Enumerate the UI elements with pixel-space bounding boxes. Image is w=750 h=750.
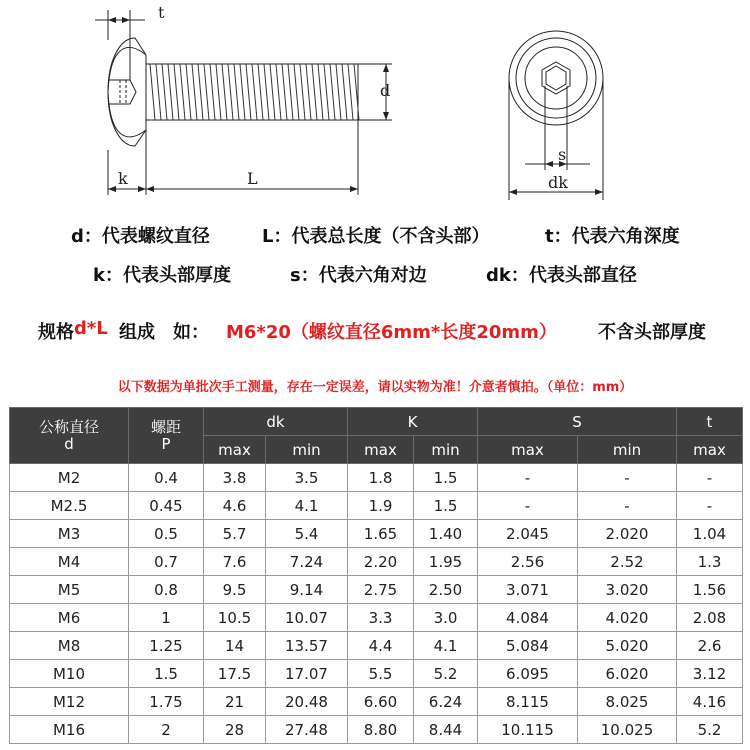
table-cell: M4 bbox=[10, 548, 129, 576]
header-k-max: max bbox=[348, 436, 414, 464]
table-cell: 1.04 bbox=[677, 520, 743, 548]
table-cell: 2 bbox=[129, 716, 204, 744]
header-pitch bbox=[129, 408, 204, 464]
header-t-max: max bbox=[677, 436, 743, 464]
header-t: t bbox=[677, 408, 743, 436]
table-row bbox=[10, 492, 743, 520]
table-cell: 9.14 bbox=[266, 576, 348, 604]
table-cell: 3.12 bbox=[677, 660, 743, 688]
table-cell: - bbox=[578, 464, 677, 492]
table-cell: 4.16 bbox=[677, 688, 743, 716]
table-cell: 7.24 bbox=[266, 548, 348, 576]
table-cell: 7.6 bbox=[204, 548, 266, 576]
table-cell: 14 bbox=[204, 632, 266, 660]
header-pitch-symbol: P bbox=[161, 434, 171, 453]
measurement-note: 以下数据为单批次手工测量，存在一定误差，请以实物为准！介意者慎拍。（单位：mm） bbox=[117, 380, 633, 395]
table-row bbox=[10, 660, 743, 688]
spec-mid: 组成 如： bbox=[119, 322, 209, 343]
header-dk-min: min bbox=[266, 436, 348, 464]
table-cell: 3.5 bbox=[266, 464, 348, 492]
table-cell: M2.5 bbox=[10, 492, 129, 520]
table-cell: 6.60 bbox=[348, 688, 414, 716]
table-cell: 0.8 bbox=[129, 576, 204, 604]
table-cell: 1.3 bbox=[677, 548, 743, 576]
legend-L: L：代表总长度（不含头部） bbox=[262, 226, 490, 247]
table-cell: M8 bbox=[10, 632, 129, 660]
table-cell: M12 bbox=[10, 688, 129, 716]
table-cell: - bbox=[677, 464, 743, 492]
header-dk: dk bbox=[204, 408, 348, 436]
table-cell: 4.084 bbox=[478, 604, 578, 632]
table-cell: 0.5 bbox=[129, 520, 204, 548]
table-cell: 17.5 bbox=[204, 660, 266, 688]
table-cell: 1.75 bbox=[129, 688, 204, 716]
table-cell: 28 bbox=[204, 716, 266, 744]
header-nominal-diameter bbox=[10, 408, 129, 464]
table-row bbox=[10, 576, 743, 604]
table-cell: 3.071 bbox=[478, 576, 578, 604]
table-cell: 4.6 bbox=[204, 492, 266, 520]
table-cell: 1.5 bbox=[414, 492, 478, 520]
table-cell: 10.07 bbox=[266, 604, 348, 632]
table-cell: 1.25 bbox=[129, 632, 204, 660]
table-cell: M16 bbox=[10, 716, 129, 744]
table-row bbox=[10, 548, 743, 576]
table-cell: M2 bbox=[10, 464, 129, 492]
table-cell: M5 bbox=[10, 576, 129, 604]
table-cell: 4.1 bbox=[414, 632, 478, 660]
table-cell: 2.52 bbox=[578, 548, 677, 576]
table-cell: 2.08 bbox=[677, 604, 743, 632]
table-cell: 5.5 bbox=[348, 660, 414, 688]
table-cell: 1.5 bbox=[129, 660, 204, 688]
table-cell: 10.025 bbox=[578, 716, 677, 744]
table-row bbox=[10, 520, 743, 548]
legend-k: k：代表头部厚度 bbox=[93, 265, 231, 286]
table-cell: M3 bbox=[10, 520, 129, 548]
table-cell: 10.115 bbox=[478, 716, 578, 744]
table-cell: 0.7 bbox=[129, 548, 204, 576]
table-cell: 2.56 bbox=[478, 548, 578, 576]
table-cell: M10 bbox=[10, 660, 129, 688]
spec-suffix: 不含头部厚度 bbox=[598, 322, 706, 343]
header-s-max: max bbox=[478, 436, 578, 464]
table-cell: M6 bbox=[10, 604, 129, 632]
table-cell: 1.5 bbox=[414, 464, 478, 492]
table-cell: 13.57 bbox=[266, 632, 348, 660]
table-cell: 3.3 bbox=[348, 604, 414, 632]
legend-d: d：代表螺纹直径 bbox=[71, 226, 210, 247]
table-body bbox=[10, 464, 743, 744]
spec-formula: d*L bbox=[74, 318, 108, 339]
table-cell: 4.1 bbox=[266, 492, 348, 520]
header-k: K bbox=[348, 408, 478, 436]
table-cell: 9.5 bbox=[204, 576, 266, 604]
table-cell: 3.0 bbox=[414, 604, 478, 632]
table-cell: 1.65 bbox=[348, 520, 414, 548]
table-row bbox=[10, 716, 743, 744]
label-t: t bbox=[158, 3, 165, 22]
table-row bbox=[10, 464, 743, 492]
header-nominal-symbol: d bbox=[64, 434, 74, 453]
table-cell: 5.084 bbox=[478, 632, 578, 660]
table-cell: 1.9 bbox=[348, 492, 414, 520]
header-k-min: min bbox=[414, 436, 478, 464]
table-cell: - bbox=[677, 492, 743, 520]
table-cell: 20.48 bbox=[266, 688, 348, 716]
table-cell: - bbox=[578, 492, 677, 520]
table-cell: 8.44 bbox=[414, 716, 478, 744]
table-cell: 6.020 bbox=[578, 660, 677, 688]
spec-prefix: 规格 bbox=[38, 322, 74, 343]
header-pitch-label: 螺距 bbox=[150, 417, 181, 436]
table-cell: 27.48 bbox=[266, 716, 348, 744]
table-row bbox=[10, 604, 743, 632]
table-cell: 2.20 bbox=[348, 548, 414, 576]
dimension-table bbox=[9, 407, 743, 744]
table-cell: 5.4 bbox=[266, 520, 348, 548]
label-L: L bbox=[247, 169, 258, 188]
table-cell: 5.020 bbox=[578, 632, 677, 660]
table-cell: 6.24 bbox=[414, 688, 478, 716]
label-dk: dk bbox=[548, 173, 568, 192]
table-cell: 1 bbox=[129, 604, 204, 632]
table-cell: 17.07 bbox=[266, 660, 348, 688]
header-nominal-label: 公称直径 bbox=[38, 417, 99, 436]
legend-t: t：代表六角深度 bbox=[545, 226, 680, 247]
table-cell: 3.8 bbox=[204, 464, 266, 492]
table-cell: 4.020 bbox=[578, 604, 677, 632]
table-cell: 2.75 bbox=[348, 576, 414, 604]
table-cell: - bbox=[478, 464, 578, 492]
table-row bbox=[10, 688, 743, 716]
table-cell: 2.020 bbox=[578, 520, 677, 548]
table-cell: 8.115 bbox=[478, 688, 578, 716]
table-cell: 21 bbox=[204, 688, 266, 716]
table-cell: 1.8 bbox=[348, 464, 414, 492]
header-s: S bbox=[478, 408, 677, 436]
table-cell: 1.56 bbox=[677, 576, 743, 604]
table-cell: 0.4 bbox=[129, 464, 204, 492]
table-cell: 5.2 bbox=[414, 660, 478, 688]
table-cell: 2.50 bbox=[414, 576, 478, 604]
table-cell: - bbox=[478, 492, 578, 520]
side-view-drawing bbox=[95, 10, 392, 195]
table-cell: 5.2 bbox=[677, 716, 743, 744]
screw-dimension-diagram bbox=[0, 0, 750, 210]
table-cell: 8.025 bbox=[578, 688, 677, 716]
label-d: d bbox=[380, 81, 391, 100]
header-dk-max: max bbox=[204, 436, 266, 464]
table-cell: 1.40 bbox=[414, 520, 478, 548]
spec-example: M6*20（螺纹直径6mm*长度20mm） bbox=[226, 322, 557, 343]
header-s-min: min bbox=[578, 436, 677, 464]
table-cell: 10.5 bbox=[204, 604, 266, 632]
table-cell: 4.4 bbox=[348, 632, 414, 660]
table-cell: 2.045 bbox=[478, 520, 578, 548]
table-cell: 2.6 bbox=[677, 632, 743, 660]
label-k: k bbox=[118, 169, 128, 188]
legend-dk: dk：代表头部直径 bbox=[486, 265, 637, 286]
table-cell: 0.45 bbox=[129, 492, 204, 520]
legend-s: s：代表六角对边 bbox=[290, 265, 427, 286]
table-row bbox=[10, 632, 743, 660]
label-s: s bbox=[558, 145, 567, 164]
table-cell: 1.95 bbox=[414, 548, 478, 576]
table-cell: 3.020 bbox=[578, 576, 677, 604]
table-cell: 8.80 bbox=[348, 716, 414, 744]
table-cell: 5.7 bbox=[204, 520, 266, 548]
table-cell: 6.095 bbox=[478, 660, 578, 688]
